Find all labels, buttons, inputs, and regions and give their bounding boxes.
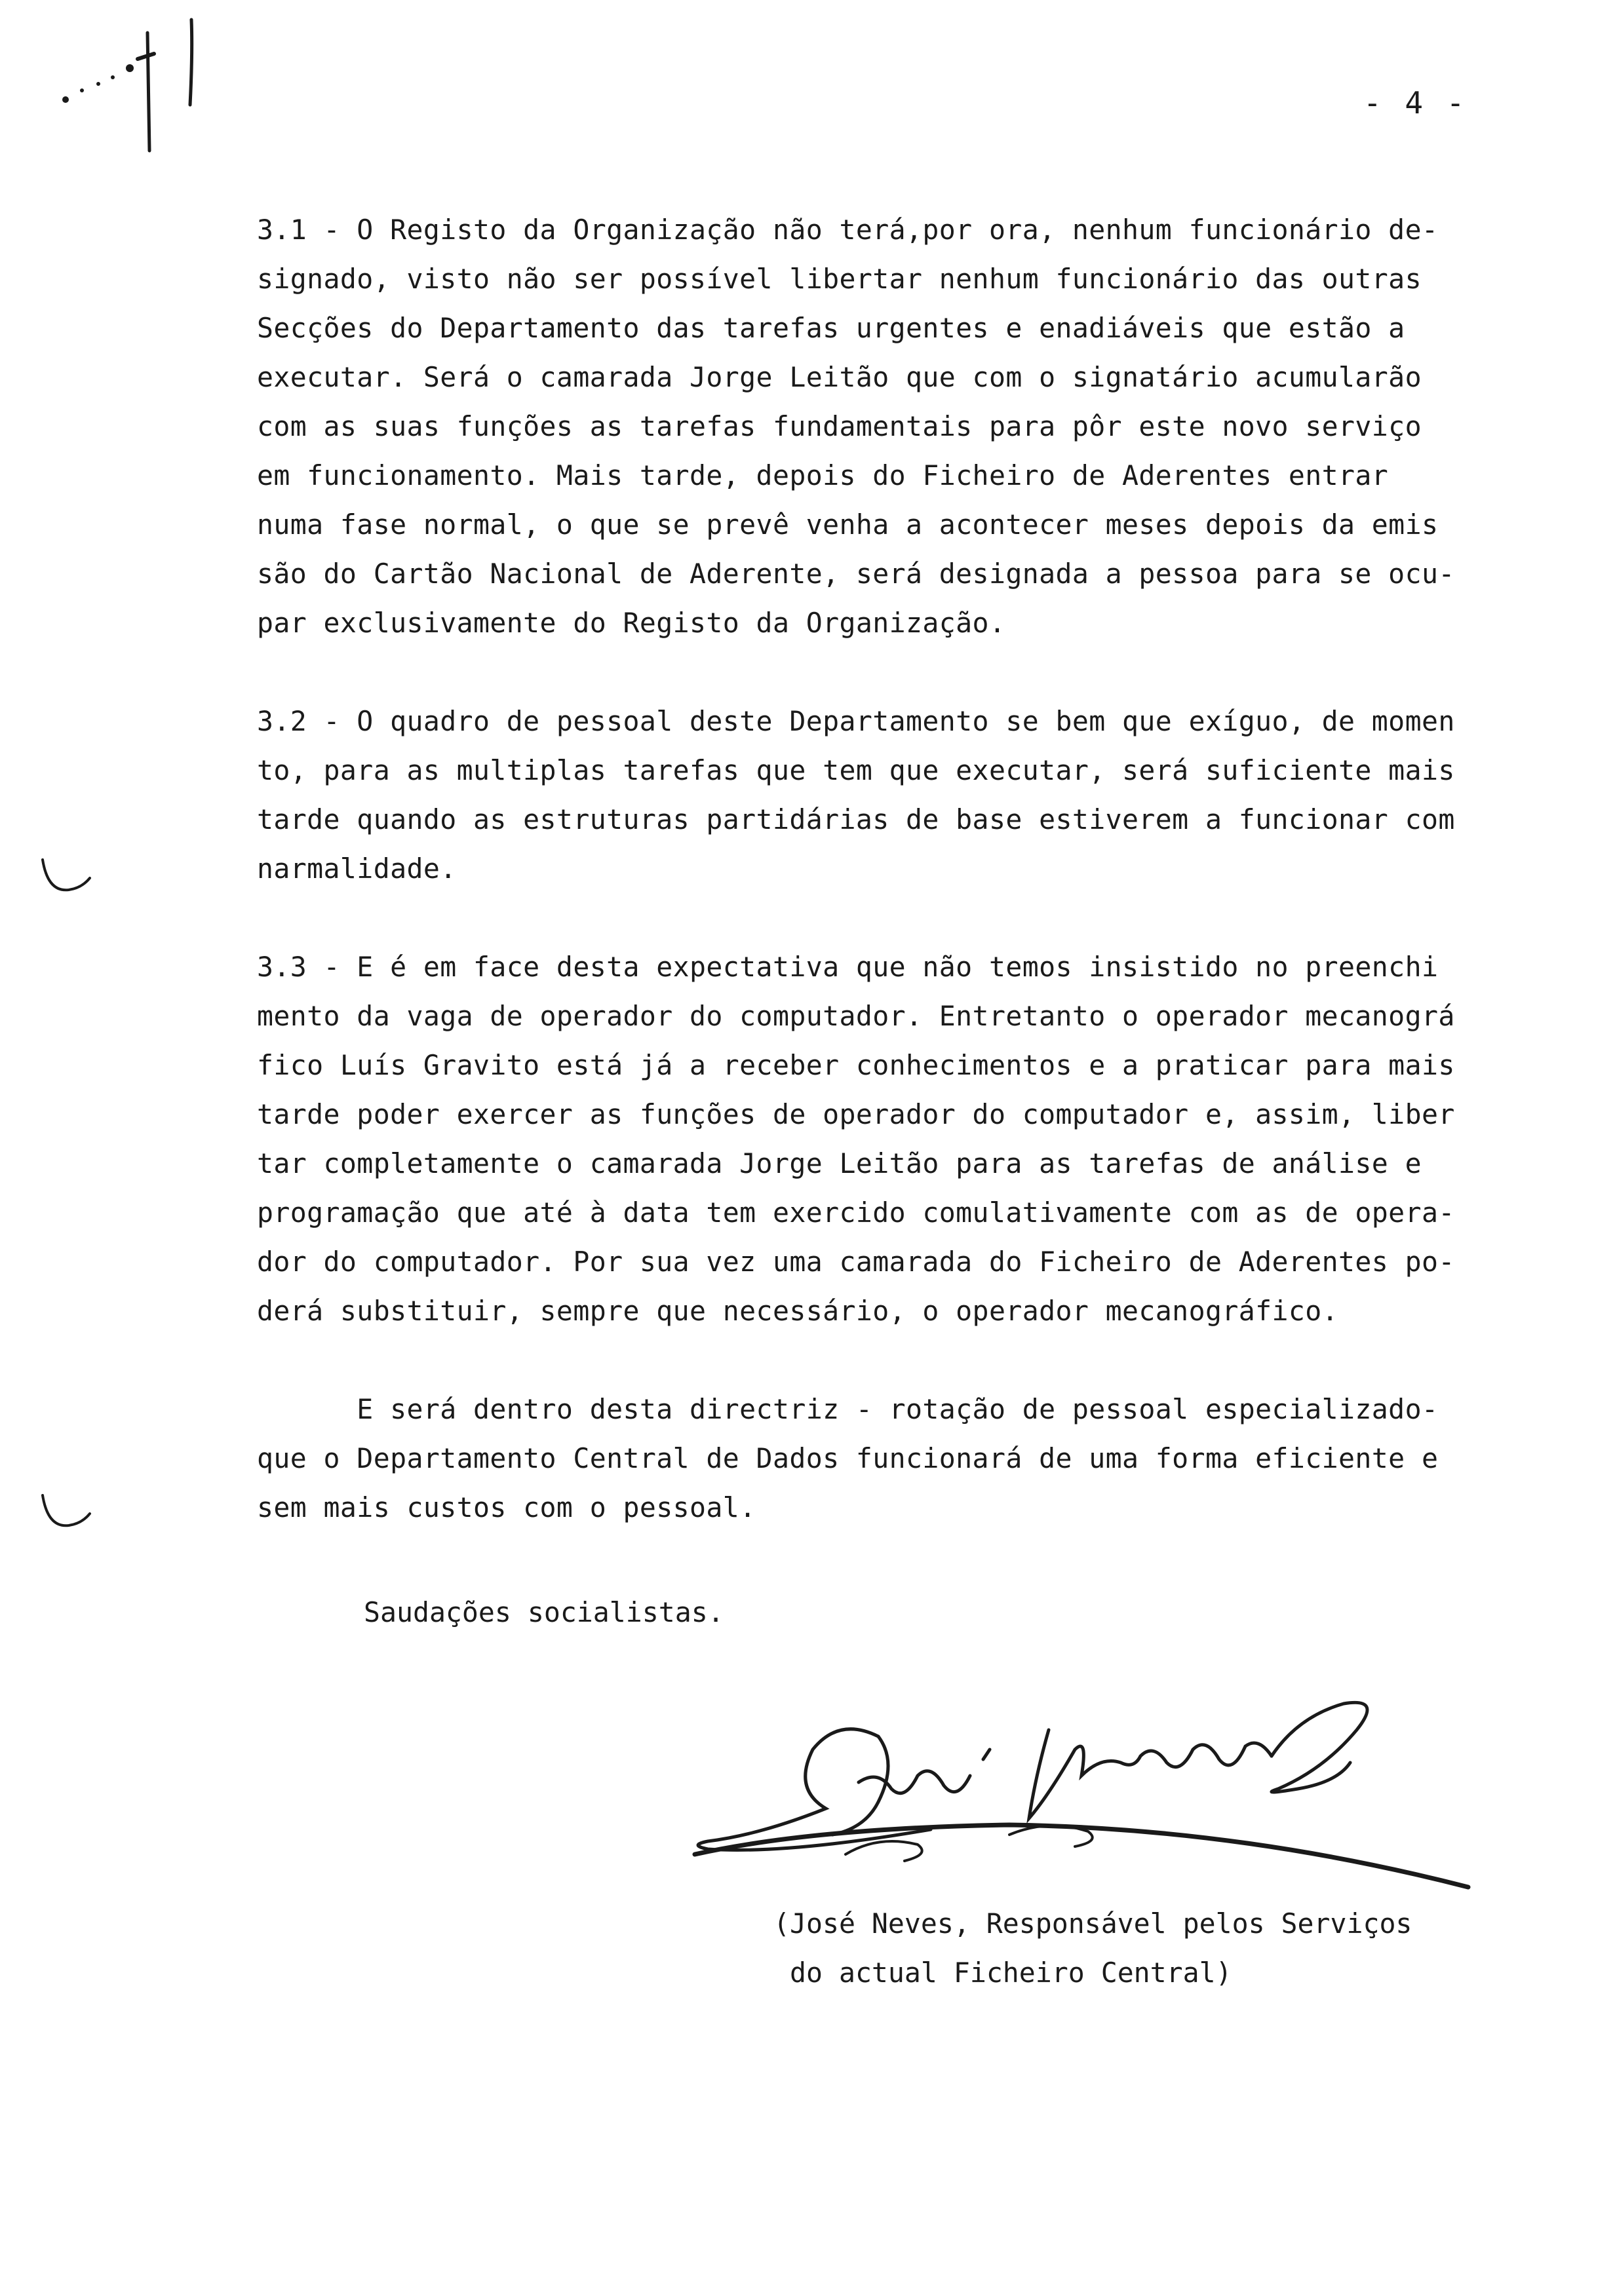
- signature-caption-line: (José Neves, Responsável pelos Serviços: [773, 1907, 1412, 1940]
- text-line: mento da vaga de operador do computador. Entretanto o operador mecanográ: [257, 1000, 1455, 1032]
- text-line: 3.3 - E é em face desta expectativa que não temos insistido no preenchi: [257, 951, 1439, 983]
- margin-hole-mark: [36, 1487, 95, 1540]
- text-line: que o Departamento Central de Dados funcionará de uma forma eficiente e: [257, 1442, 1439, 1474]
- text-line: tarde quando as estruturas partidárias de base estiverem a funcionar com: [257, 803, 1455, 835]
- text-line: 3.2 - O quadro de pessoal deste Departamento se bem que exíguo, de momen: [257, 705, 1455, 737]
- page-number: - 4 -: [1363, 85, 1468, 121]
- text-line: são do Cartão Nacional de Aderente, será designada a pessoa para se ocu-: [257, 558, 1455, 590]
- text-line: 3.1 - O Registo da Organização não terá,por ora, nenhum funcionário de-: [257, 214, 1439, 246]
- text-line: dor do computador. Por sua vez uma camarada do Ficheiro de Aderentes po-: [257, 1246, 1455, 1278]
- text-line: derá substituir, sempre que necessário, o operador mecanográfico.: [257, 1295, 1339, 1327]
- text-line: tarde poder exercer as funções de operador do computador e, assim, liber: [257, 1098, 1455, 1130]
- text-line: E será dentro desta directriz - rotação de pessoal especializado-: [257, 1393, 1439, 1425]
- handwritten-signature: [682, 1677, 1488, 1926]
- signature-caption-line: do actual Ficheiro Central): [790, 1957, 1232, 1989]
- text-line: com as suas funções as tarefas fundamentais para pôr este novo serviço: [257, 410, 1422, 442]
- text-line: executar. Será o camarada Jorge Leitão que com o signatário acumularão: [257, 361, 1422, 393]
- top-corner-pen-marks: [52, 13, 223, 157]
- text-line: signado, visto não ser possível libertar nenhum funcionário das outras: [257, 263, 1422, 295]
- text-line: numa fase normal, o que se prevê venha a acontecer meses depois da emis: [257, 508, 1439, 541]
- closing-salutation: Saudações socialistas.: [364, 1596, 724, 1628]
- text-line: sem mais custos com o pessoal.: [257, 1491, 756, 1523]
- text-line: programação que até à data tem exercido comulativamente com as de opera-: [257, 1196, 1455, 1229]
- text-line: par exclusivamente do Registo da Organização.: [257, 607, 1006, 639]
- text-line: em funcionamento. Mais tarde, depois do Ficheiro de Aderentes entrar: [257, 459, 1389, 491]
- text-line: to, para as multiplas tarefas que tem que executar, será suficiente mais: [257, 754, 1455, 786]
- text-line: fico Luís Gravito está já a receber conhecimentos e a praticar para mais: [257, 1049, 1455, 1081]
- text-line: Secções do Departamento das tarefas urgentes e enadiáveis que estão a: [257, 312, 1405, 344]
- margin-hole-mark: [36, 852, 95, 904]
- text-line: tar completamente o camarada Jorge Leitão para as tarefas de análise e: [257, 1147, 1422, 1179]
- text-line: narmalidade.: [257, 852, 457, 885]
